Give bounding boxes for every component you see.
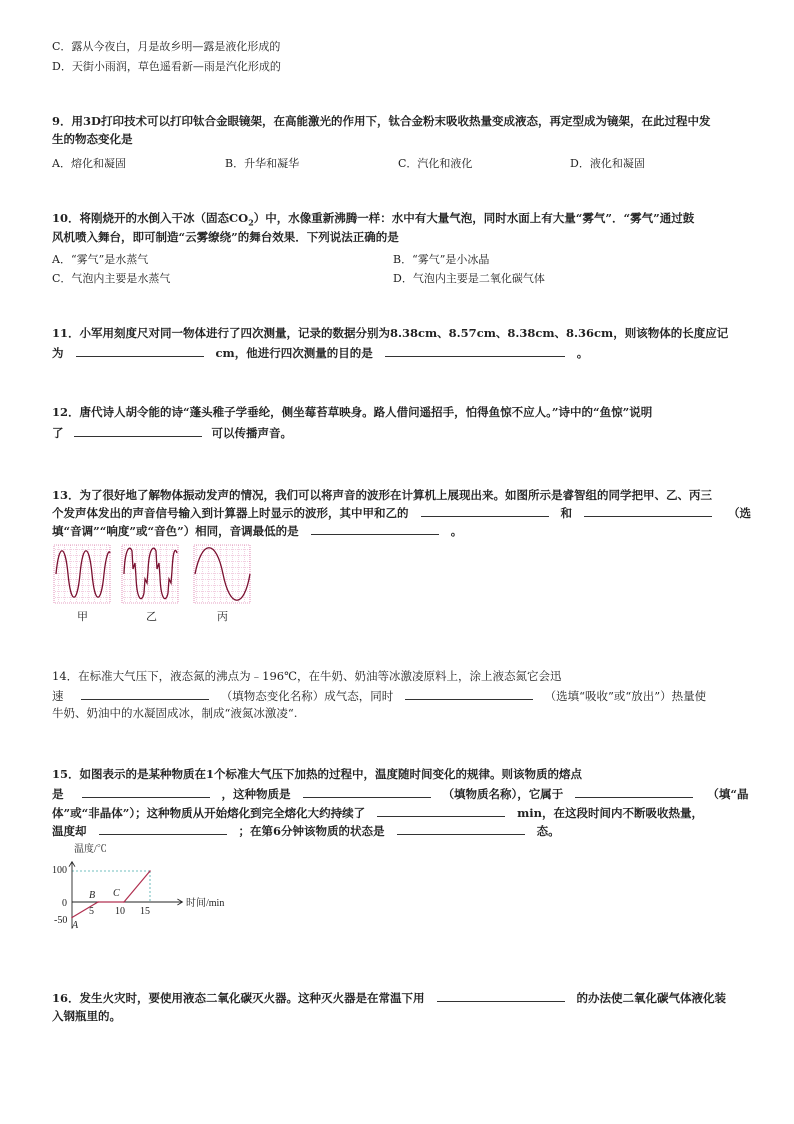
q14-text-1: 速 xyxy=(52,689,64,703)
q14-stem: 14．在标准大气压下，液态氮的沸点为﹣196℃，在牛奶、奶油等冰激凌原料上，涂上液态氮它会迅 xyxy=(52,669,562,683)
temperature-series-line xyxy=(72,871,150,918)
data-point xyxy=(123,901,125,903)
q13-text-1: 个发声体发出的声音信号输入到计算器上时显示的波形，其中甲和乙的 xyxy=(52,506,409,520)
q10-stem-part-a: 10．将刚烧开的水倒入干冰（固态CO xyxy=(52,211,249,225)
wave-label-bing: 丙 xyxy=(217,610,228,623)
q14-line-3: 牛奶、奶油中的水凝固成冰，制成“液氮冰激凌“. xyxy=(52,706,298,720)
q9-option-b: B．升华和凝华 xyxy=(225,157,300,170)
q15-text-6: min，在这段时间内不断吸收热量， xyxy=(517,806,704,820)
q13-line-3 xyxy=(52,523,462,538)
chart-ylabel: 温度/℃ xyxy=(74,844,107,855)
q14-blank-1[interactable] xyxy=(81,688,209,700)
q13-blank-2[interactable] xyxy=(584,505,712,517)
q9-stem-2: 生的物态变化是 xyxy=(52,132,133,146)
chart-xlabel: 时间/min xyxy=(186,898,225,909)
q11-line-2 xyxy=(52,345,588,360)
q12-text-1: 了 xyxy=(52,426,64,440)
q13-line-2 xyxy=(52,505,751,520)
wave-label-yi: 乙 xyxy=(146,610,157,623)
q15-line-2 xyxy=(52,786,748,801)
q11-blank-purpose[interactable] xyxy=(385,345,565,357)
q12-blank[interactable] xyxy=(74,425,202,437)
q11-blank-length[interactable] xyxy=(76,345,204,357)
q15-text-9: 态。 xyxy=(536,824,560,838)
q10-stem-subscript: 2 xyxy=(248,217,254,228)
waveform-figure xyxy=(52,543,262,605)
waveform-jia xyxy=(54,545,110,603)
q13-blank-3[interactable] xyxy=(311,523,439,535)
q15-stem: 15．如图表示的是某种物质在1个标准大气压下加热的过程中，温度随时间变化的规律。则该物质的熔点 xyxy=(52,767,582,781)
q13-text-3: （选 xyxy=(728,506,752,520)
q16-stem xyxy=(52,990,726,1005)
q16-blank[interactable] xyxy=(437,990,565,1002)
x-tick-10: 10 xyxy=(115,906,125,917)
q13-text-2: 和 xyxy=(560,506,573,520)
q13-text-5: 。 xyxy=(450,524,463,538)
q9-stem: 9．用3D打印技术可以打印钛合金眼镜架，在高能激光的作用下，钛合金粉末吸收热量变成液态，再定型成为镜架，在此过程中发 xyxy=(52,114,711,128)
point-label-b: B xyxy=(89,890,96,901)
q15-text-8: ；在第6分钟该物质的状态是 xyxy=(238,824,385,838)
data-point xyxy=(97,901,99,903)
q11-text-1: 为 xyxy=(52,346,64,360)
q9-option-d: D．液化和凝固 xyxy=(570,157,645,170)
q13-blank-1[interactable] xyxy=(421,505,549,517)
q9-option-c: C．汽化和液化 xyxy=(398,157,473,170)
q10-option-d: D．气泡内主要是二氧化碳气体 xyxy=(393,272,545,285)
q15-text-2: ，这种物质是 xyxy=(221,787,291,801)
q15-line-3 xyxy=(52,805,703,820)
y-tick-neg50: -50 xyxy=(54,915,68,926)
q9-option-a: A．熔化和凝固 xyxy=(52,157,126,170)
waveform-yi xyxy=(122,545,178,603)
q11-text-2: cm，他进行四次测量的目的是 xyxy=(215,346,373,360)
q15-blank-state[interactable] xyxy=(397,823,525,835)
q12-text-2: 可以传播声音。 xyxy=(211,426,293,440)
q15-text-4: （填“晶 xyxy=(707,787,749,801)
q15-text-5: 体”或“非晶体”）；这种物质从开始熔化到完全熔化大约持续了 xyxy=(52,806,366,820)
q14-text-2: （填物态变化名称）成气态，同时 xyxy=(220,689,394,703)
q15-line-4 xyxy=(52,823,560,838)
q15-text-7: 温度却 xyxy=(52,824,87,838)
wave-label-jia: 甲 xyxy=(77,610,88,623)
q10-option-a: A．“雾气”是水蒸气 xyxy=(52,253,149,266)
q16-line-2: 入钢瓶里的。 xyxy=(52,1009,121,1023)
q10-stem-part-b: ）中，水像重新沸腾一样：水中有大量气泡，同时水面上有大量“雾气”．“雾气”通过鼓 xyxy=(253,211,695,225)
q14-blank-2[interactable] xyxy=(405,688,533,700)
q14-line-2 xyxy=(52,688,706,703)
q15-blank-duration[interactable] xyxy=(377,805,505,817)
q16-text-1: 16．发生火灾时，要使用液态二氧化碳灭火器。这种灭火器是在常温下用 xyxy=(52,991,425,1005)
q16-text-2: 的办法使二氧化碳气体液化装 xyxy=(576,991,727,1005)
data-point xyxy=(71,917,73,919)
data-point xyxy=(149,870,151,872)
q15-text-3: （填物质名称），它属于 xyxy=(442,787,564,801)
q11-text-3: 。 xyxy=(576,346,589,360)
q13-stem: 13．为了很好地了解物体振动发声的情况，我们可以将声音的波形在计算机上展现出来。如图所示是睿智组的同学把甲、乙、丙三 xyxy=(52,488,712,502)
q15-text-1: 是 xyxy=(52,787,64,801)
q10-stem-2: 风机喷入舞台，即可制造“云雾缭绕”的舞台效果．下列说法正确的是 xyxy=(52,230,399,244)
waveform-bing xyxy=(194,545,250,603)
q8-option-c: C．露从今夜白，月是故乡明—露是液化形成的 xyxy=(52,40,281,53)
q15-blank-substance[interactable] xyxy=(303,786,431,798)
q15-blank-melting-point[interactable] xyxy=(82,786,210,798)
q15-blank-temperature[interactable] xyxy=(99,823,227,835)
q11-stem: 11．小军用刻度尺对同一物体进行了四次测量，记录的数据分别为8.38cm、8.57cm、8.38cm、8.36cm，则该物体的长度应记 xyxy=(52,326,729,340)
q10-stem xyxy=(52,211,694,229)
point-label-a: A xyxy=(72,920,79,931)
q12-stem: 12．唐代诗人胡令能的诗“蓬头稚子学垂纶，侧坐莓苔草映身。路人借问遥招手，怕得鱼惊不应人。”诗中的“鱼惊”说明 xyxy=(52,405,653,419)
y-tick-0: 0 xyxy=(62,898,67,909)
q15-blank-crystal[interactable] xyxy=(575,786,693,798)
q10-option-b: B．“雾气”是小冰晶 xyxy=(393,253,490,266)
temperature-time-chart xyxy=(52,840,242,940)
x-tick-5: 5 xyxy=(89,906,94,917)
q14-text-3: （选填“吸收”或“放出”）热量使 xyxy=(544,689,707,703)
q10-option-c: C．气泡内主要是水蒸气 xyxy=(52,272,171,285)
point-label-c: C xyxy=(113,888,120,899)
q8-option-d: D．天街小雨润，草色遥看新—雨是汽化形成的 xyxy=(52,60,281,73)
q12-line-2 xyxy=(52,425,292,440)
y-tick-100: 100 xyxy=(52,865,67,876)
x-tick-15: 15 xyxy=(140,906,150,917)
q13-text-4: 填“音调”“响度”或“音色”）相同，音调最低的是 xyxy=(52,524,299,538)
